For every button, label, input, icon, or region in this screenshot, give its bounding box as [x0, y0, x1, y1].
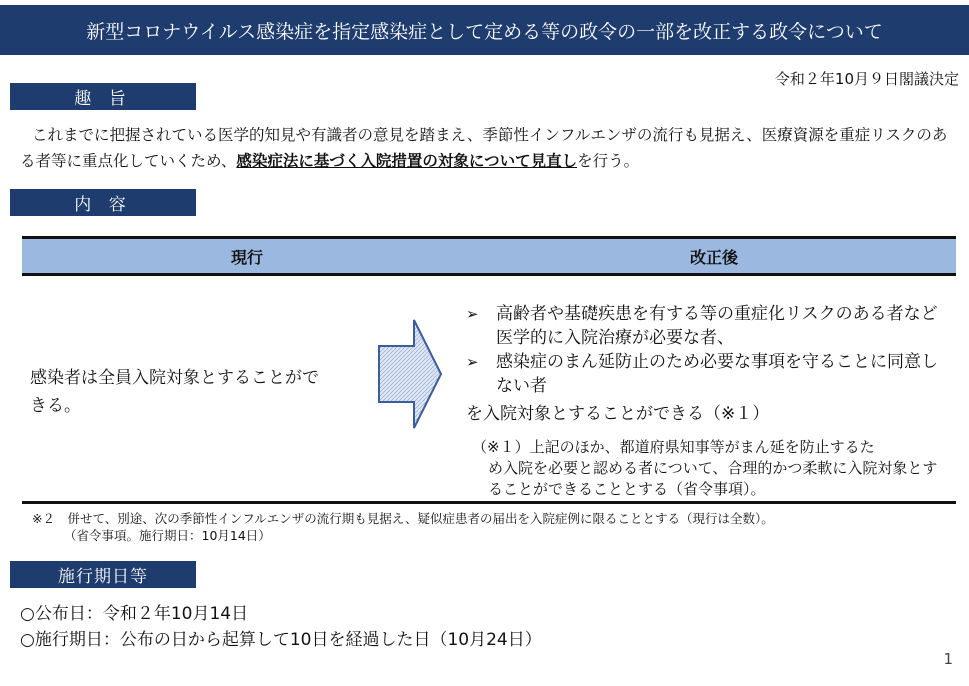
- purpose-text-after: を行う。: [577, 152, 640, 170]
- note-1: [472, 437, 948, 500]
- list-item: [466, 350, 946, 398]
- effective-dates: [20, 601, 920, 653]
- arrow-bullet-icon: ➢: [466, 305, 479, 323]
- page-title: 新型コロナウイルス感染症を指定感染症として定める等の政令の一部を改正する政令について: [86, 20, 883, 43]
- page-title-bar: [0, 5, 969, 55]
- revised-item-text: 感染症のまん延防止のため必要な事項を守ることに同意しない者: [496, 352, 938, 396]
- enforcement-date: ○施行期日：公布の日から起算して10日を経過した日（10月24日）: [20, 630, 542, 650]
- note-2-rest: （省令事項。施行期日：10月14日）: [64, 528, 271, 543]
- revised-tail-text: を入院対象とすることができる（※１）: [466, 404, 770, 424]
- purpose-emphasis: 感染症法に基づく入院措置の対象について見直し: [236, 152, 578, 170]
- note-2-first-line: ※２ 併せて、別途、次の季節性インフルエンザの流行期も見据え、疑似症患者の届出を入院症例に限ることとする（現行は全数）。: [32, 511, 774, 526]
- comparison-header: [22, 236, 956, 276]
- arrow-bullet-icon: ➢: [466, 353, 479, 371]
- section-label-purpose: 趣 旨: [10, 83, 196, 110]
- revised-rule-list: [466, 302, 946, 426]
- section-label-effective: 施行期日等: [10, 561, 196, 588]
- note-1-first-line: （※１）上記のほか、都道府県知事等がまん延を防止するた: [472, 438, 875, 456]
- purpose-paragraph: [20, 122, 950, 174]
- right-arrow-icon: [378, 318, 442, 430]
- note-1-rest: め入院を必要と認める者について、合理的かつ柔軟に入院対象とすることができることとする（省令事項）。: [488, 459, 938, 498]
- note-2: [32, 510, 952, 544]
- list-item: [466, 302, 946, 350]
- page-number: 1: [943, 650, 953, 668]
- decision-date: 令和２年10月９日閣議決定: [774, 70, 959, 88]
- header-current: 現行: [230, 247, 263, 267]
- header-revised: 改正後: [689, 247, 738, 267]
- section-label-content: 内 容: [10, 189, 196, 216]
- current-rule-text: 感染者は全員入院対象とすることができる。: [30, 368, 319, 416]
- purpose-text-before: これまでに把握されている医学的知見や有識者の意見を踏まえ、季節性インフルエンザの流行も見据え、医療資源を重症リスクのある者等に重点化していくため、: [20, 126, 948, 170]
- revised-item-text: 高齢者や基礎疾患を有する等の重症化リスクのある者など医学的に入院治療が必要な者、: [496, 304, 938, 348]
- comparison-bottom-rule: [22, 501, 956, 504]
- promulgation-date: ○公布日：令和２年10月14日: [20, 604, 249, 624]
